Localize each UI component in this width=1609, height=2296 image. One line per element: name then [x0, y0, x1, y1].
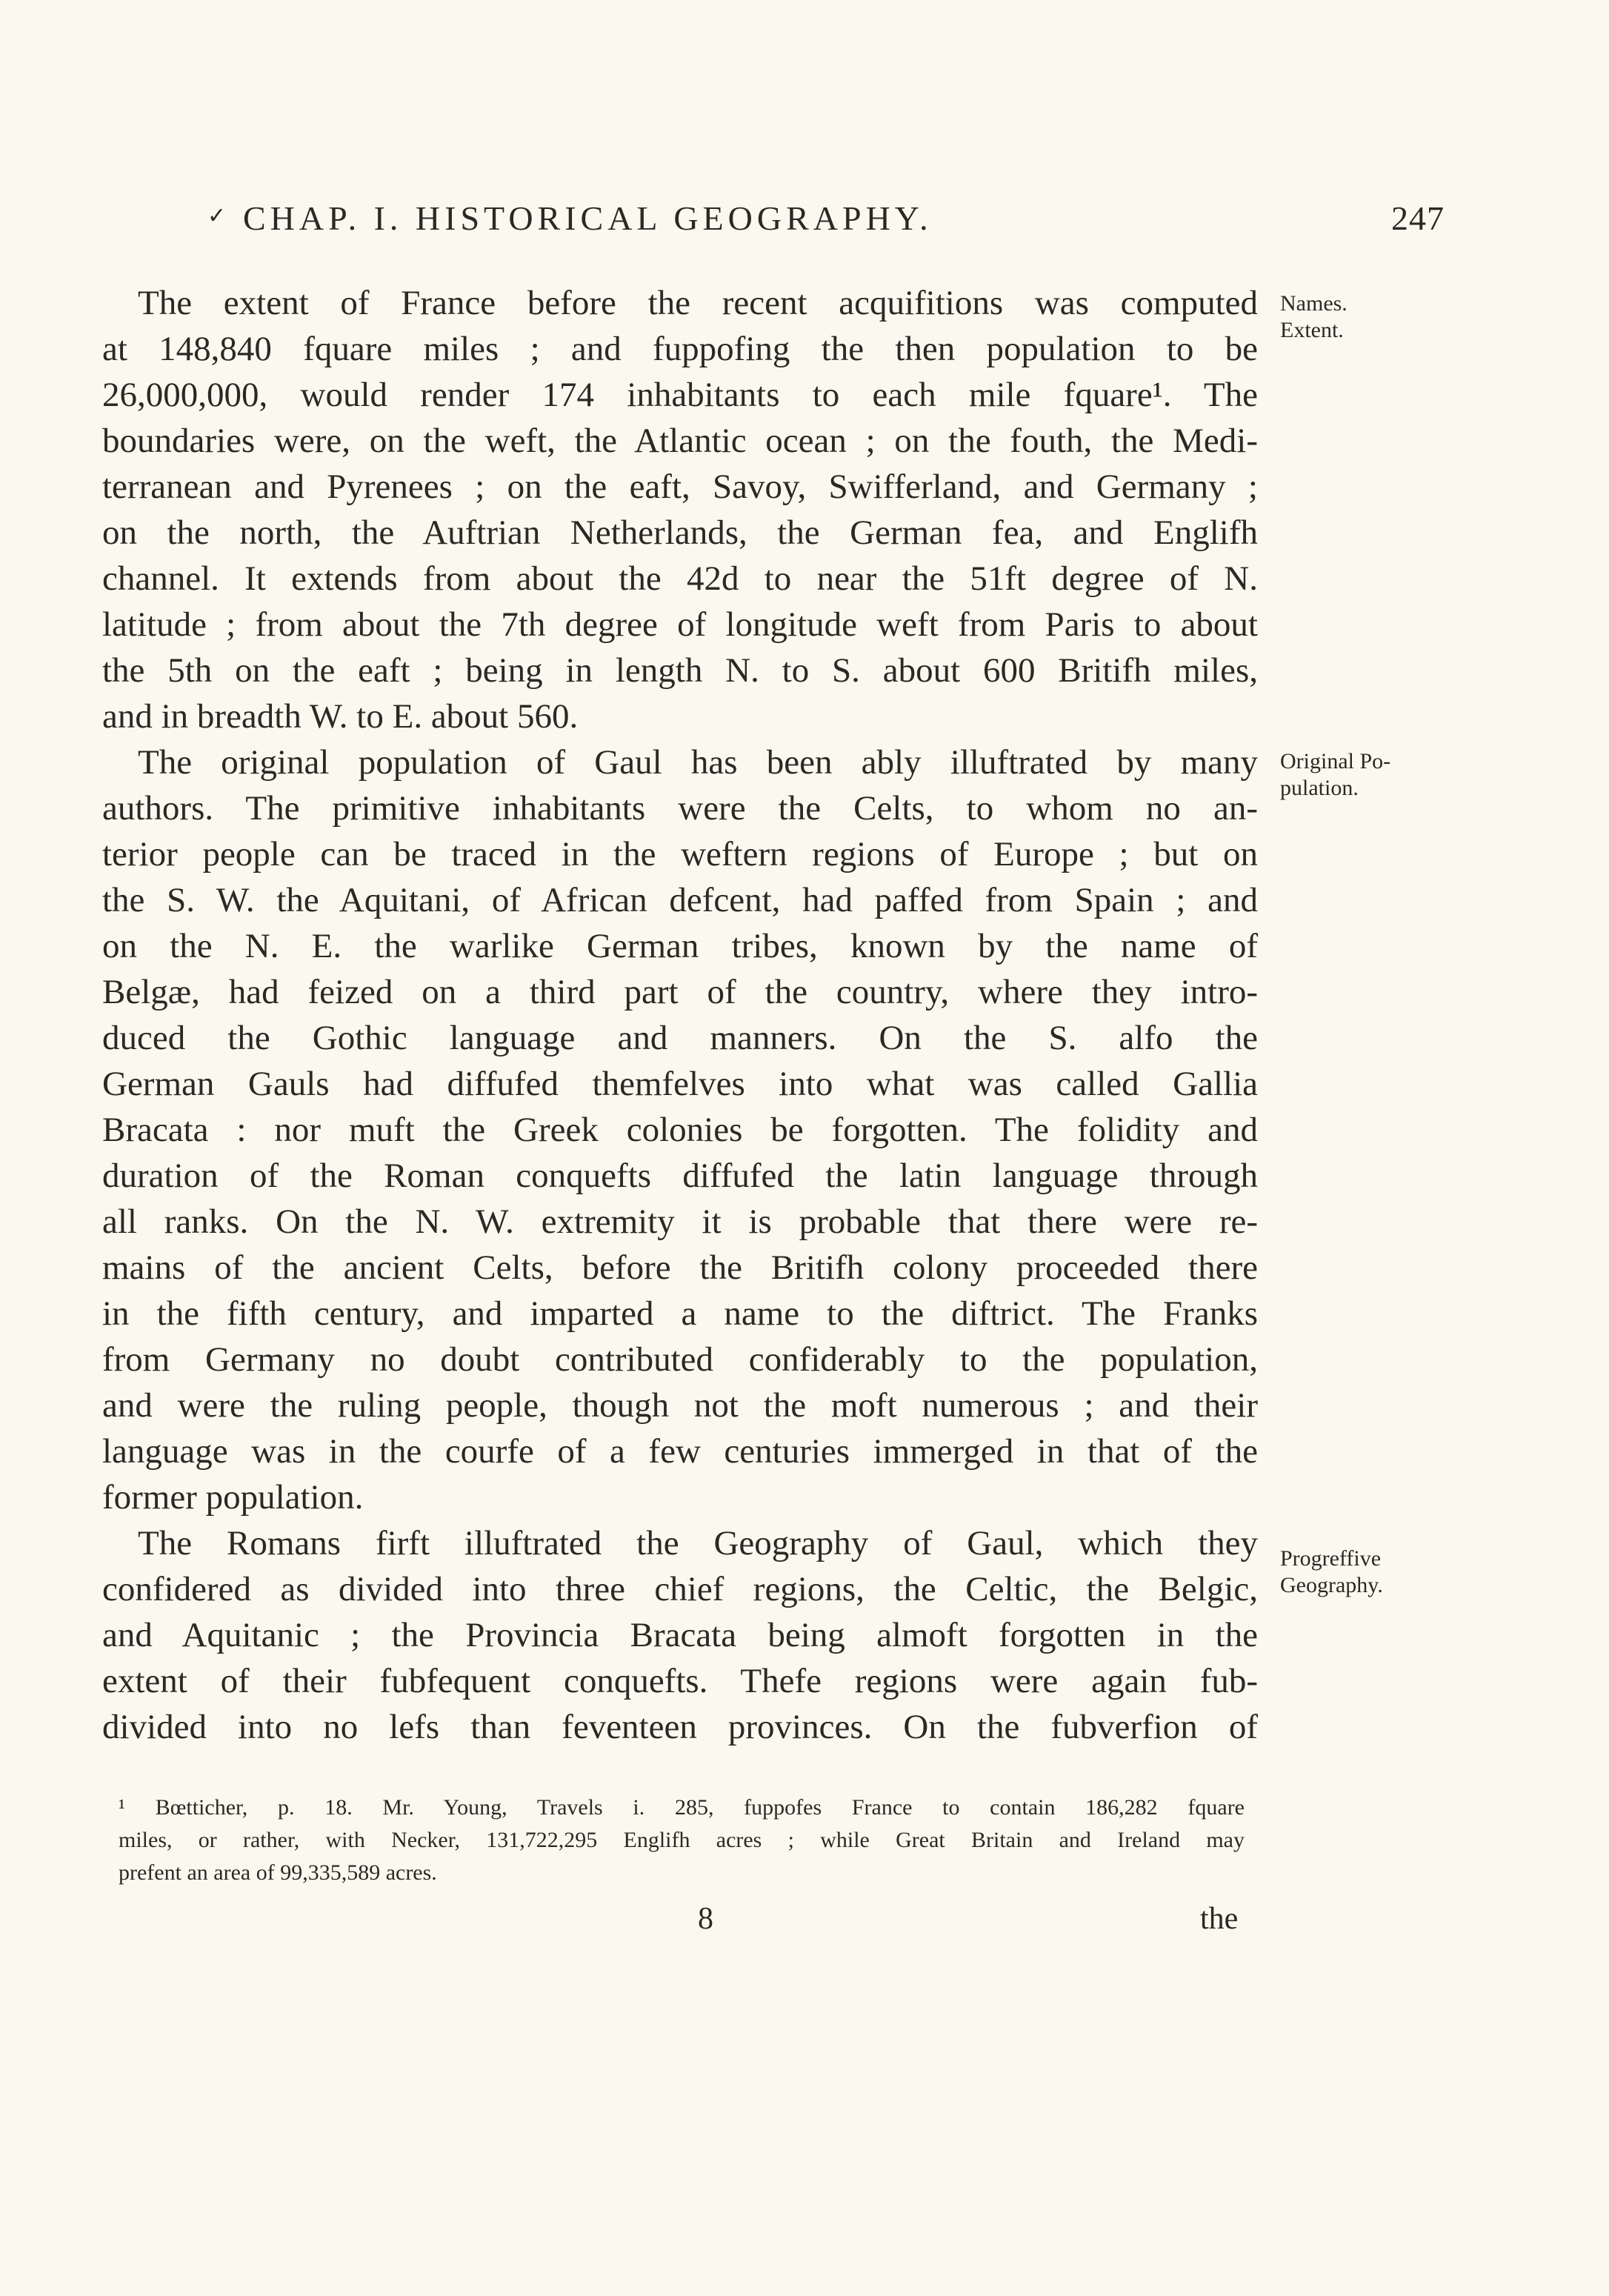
text-line: Belgæ, had feized on a third part of the country, where they intro-: [102, 973, 1258, 1011]
sidenote-line: Geography.: [1280, 1573, 1383, 1597]
text-line: confidered as divided into three chief regions, the Celtic, the Belgic,: [102, 1570, 1258, 1608]
text-line: duced the Gothic language and manners. On the S. alfo the: [102, 1019, 1258, 1057]
sidenote-names-extent: [1280, 290, 1458, 344]
text-line: and were the ruling people, though not the moft numerous ; and their: [102, 1386, 1258, 1425]
running-header: [207, 199, 1445, 243]
text-line: duration of the Roman conquefts diffufed the latin language through: [102, 1157, 1258, 1195]
text-line: terior people can be traced in the weftern regions of Europe ; but on: [102, 835, 1258, 874]
paragraph-extent: [102, 280, 1258, 739]
text-line: extent of their fubfequent conquefts. Thefe regions were again fub-: [102, 1662, 1258, 1700]
header-mark: ✓: [207, 204, 231, 228]
text-line: divided into no lefs than feventeen provinces. On the fubverfion of: [102, 1708, 1258, 1746]
sidenote-line: Original Po-: [1280, 749, 1391, 773]
text-line: channel. It extends from about the 42d to near the 51ft degree of N.: [102, 559, 1258, 598]
sidenote-original-population: [1280, 748, 1458, 802]
sidenote-line: Extent.: [1280, 318, 1344, 342]
catchword: the: [1200, 1902, 1239, 1936]
text-line: from Germany no doubt contributed confiderably to the population,: [102, 1340, 1258, 1379]
text-line: 26,000,000, would render 174 inhabitants to each mile fquare¹. The: [102, 376, 1258, 414]
text-line: language was in the courfe of a few centuries immerged in that of the: [102, 1432, 1258, 1471]
text-line: the 5th on the eaft ; being in length N. to S. about 600 Britifh miles,: [102, 651, 1258, 690]
footnote-line: prefent an area of 99,335,589 acres.: [119, 1860, 437, 1885]
text-line: all ranks. On the N. W. extremity it is probable that there were re-: [102, 1202, 1258, 1241]
text-line: boundaries were, on the weft, the Atlantic ocean ; on the fouth, the Medi-: [102, 422, 1258, 460]
footnote: [119, 1791, 1245, 1889]
main-text: [102, 280, 1258, 1750]
text-line: German Gauls had diffufed themfelves into what was called Gallia: [102, 1065, 1258, 1103]
paragraph-geography: [102, 1520, 1258, 1750]
text-line: The extent of France before the recent acquifitions was computed: [138, 284, 1258, 322]
text-line: terranean and Pyrenees ; on the eaft, Savoy, Swifferland, and Germany ;: [102, 467, 1258, 506]
chapter-title: CHAP. I. HISTORICAL GEOGRAPHY.: [243, 199, 933, 237]
footnote-line: miles, or rather, with Necker, 131,722,295 Englifh acres ; while Great Britain and Ireland may: [119, 1828, 1245, 1852]
sidenote-progressive-geography: [1280, 1545, 1458, 1599]
page-number: 247: [1391, 199, 1445, 237]
text-line: Bracata : nor muft the Greek colonies be forgotten. The folidity and: [102, 1111, 1258, 1149]
text-line: mains of the ancient Celts, before the Britifh colony proceeded there: [102, 1248, 1258, 1287]
sidenote-line: Progreffive: [1280, 1546, 1382, 1571]
text-line: former population.: [102, 1478, 364, 1517]
text-line: on the N. E. the warlike German tribes, known by the name of: [102, 927, 1258, 965]
text-line: in the fifth century, and imparted a name to the diftrict. The Franks: [102, 1294, 1258, 1333]
paragraph-population: [102, 739, 1258, 1520]
sidenote-line: Names.: [1280, 291, 1348, 316]
text-line: The Romans firft illuftrated the Geography of Gaul, which they: [138, 1524, 1258, 1563]
text-line: latitude ; from about the 7th degree of longitude weft from Paris to about: [102, 605, 1258, 644]
sidenote-line: pulation.: [1280, 776, 1359, 800]
text-line: and Aquitanic ; the Provincia Bracata being almoft forgotten in the: [102, 1616, 1258, 1654]
text-line: and in breadth W. to E. about 560.: [102, 697, 579, 736]
text-line: the S. W. the Aquitani, of African defcent, had paffed from Spain ; and: [102, 881, 1258, 919]
text-line: on the north, the Auftrian Netherlands, the German fea, and Englifh: [102, 513, 1258, 552]
text-line: The original population of Gaul has been ably illuftrated by many: [138, 743, 1258, 782]
footnote-line: ¹ Bœtticher, p. 18. Mr. Young, Travels i. 285, fuppofes France to contain 186,282 fquare: [119, 1795, 1245, 1820]
text-line: at 148,840 fquare miles ; and fuppofing the then population to be: [102, 330, 1258, 368]
catchline: [0, 1901, 1609, 1946]
signature-mark: 8: [698, 1902, 713, 1936]
text-line: authors. The primitive inhabitants were the Celts, to whom no an-: [102, 789, 1258, 828]
